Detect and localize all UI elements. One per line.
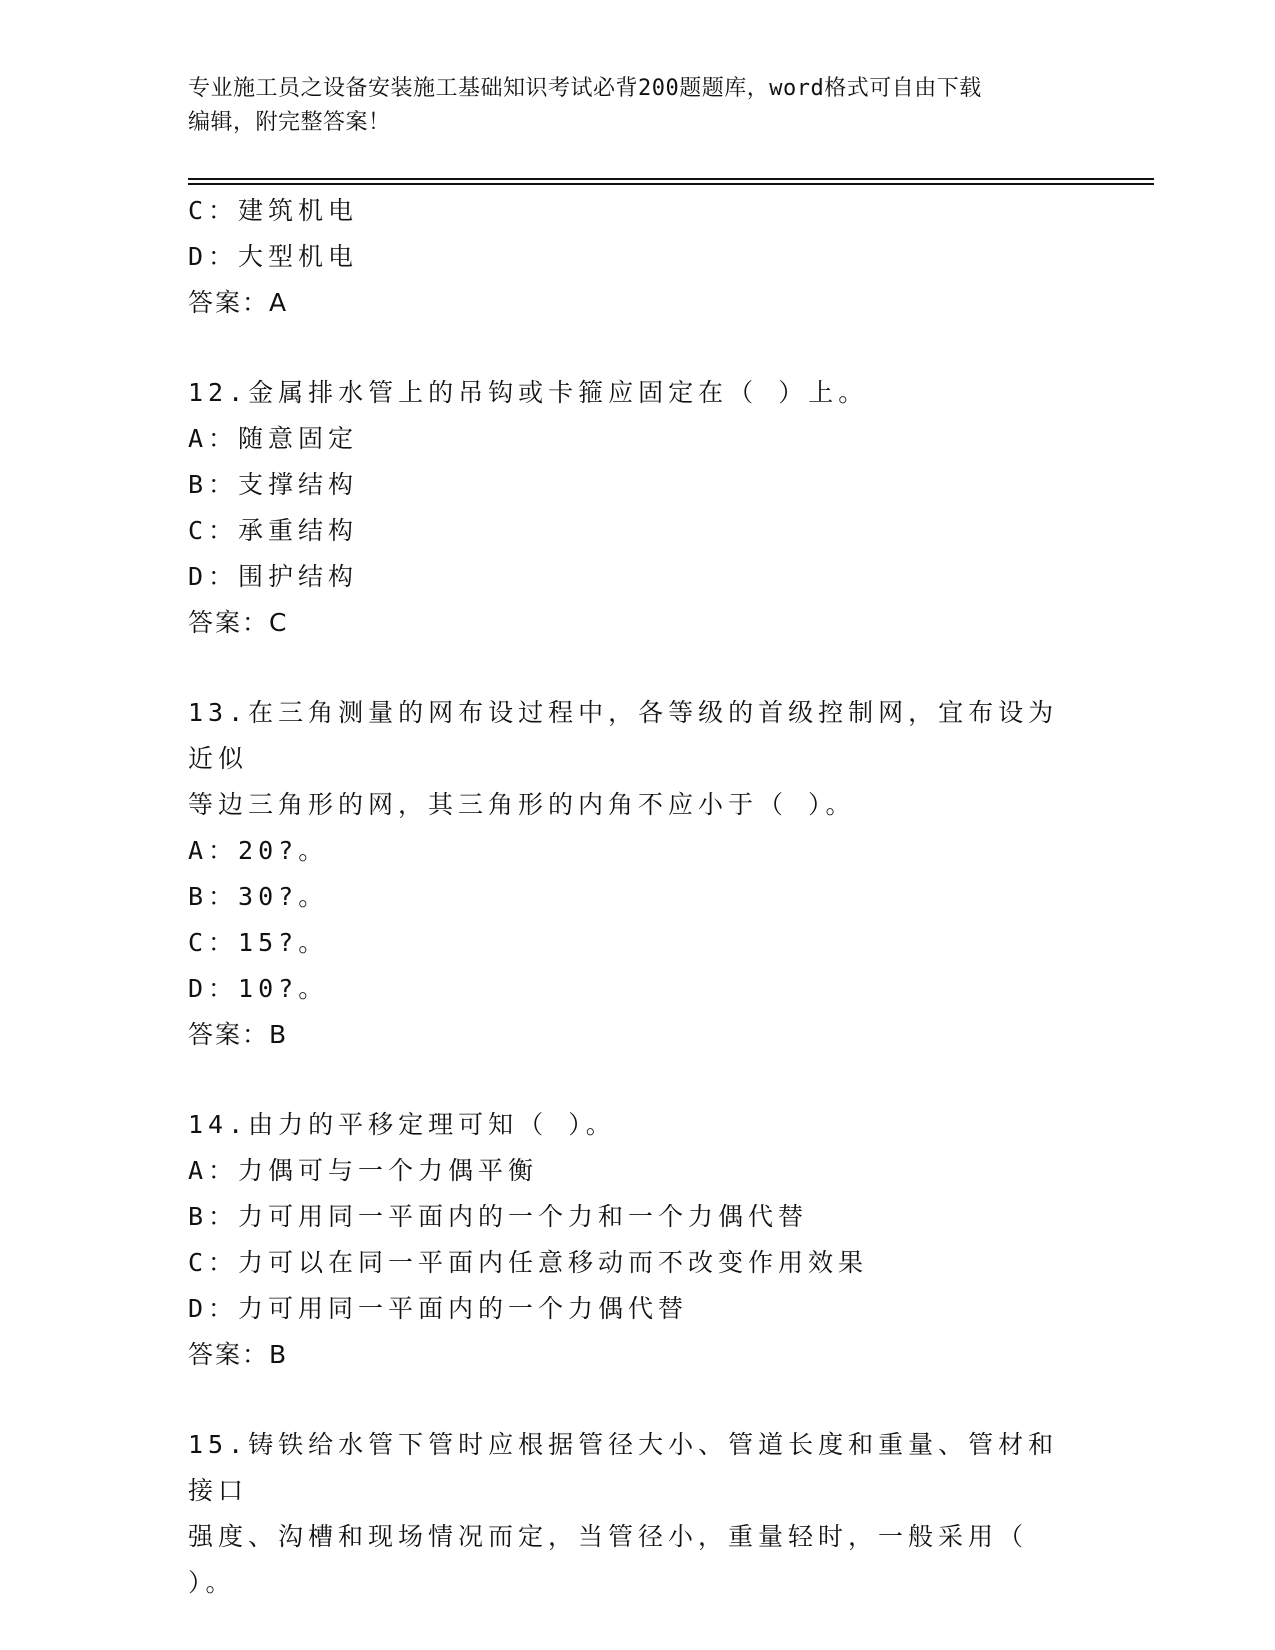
spacer bbox=[188, 1378, 1088, 1422]
option-a: A：20?。 bbox=[188, 836, 329, 865]
option-c: C：15?。 bbox=[188, 928, 329, 957]
question-14 bbox=[188, 1102, 1088, 1378]
question-stem: 14.由力的平移定理可知（ ）。 bbox=[188, 1110, 616, 1139]
document-header bbox=[188, 72, 1068, 140]
answer-line: 答案：A bbox=[188, 288, 289, 317]
option-a: A：力偶可与一个力偶平衡 bbox=[188, 1156, 539, 1185]
question-stem: 12.金属排水管上的吊钩或卡箍应固定在（ ）上。 bbox=[188, 378, 869, 407]
option-c: C：力可以在同一平面内任意移动而不改变作用效果 bbox=[188, 1248, 869, 1277]
header-rule-top bbox=[188, 178, 1154, 180]
answer-line: 答案：B bbox=[188, 1340, 289, 1369]
option-d: D：力可用同一平面内的一个力偶代替 bbox=[188, 1294, 689, 1323]
option-d: D：10?。 bbox=[188, 974, 329, 1003]
question-15 bbox=[188, 1422, 1088, 1606]
question-stem-line-1: 13.在三角测量的网布设过程中，各等级的首级控制网，宜布设为近似 bbox=[188, 698, 1059, 773]
option-b: B：支撑结构 bbox=[188, 470, 359, 499]
spacer bbox=[188, 646, 1088, 690]
document-body bbox=[188, 188, 1088, 1606]
question-13 bbox=[188, 690, 1088, 1058]
option-b: B：力可用同一平面内的一个力和一个力偶代替 bbox=[188, 1202, 809, 1231]
option-c: C：承重结构 bbox=[188, 516, 359, 545]
option-a: A：随意固定 bbox=[188, 424, 359, 453]
header-title-line-2: 编辑，附完整答案！ bbox=[188, 110, 391, 135]
question-stem-line-2: 等边三角形的网，其三角形的内角不应小于（ ）。 bbox=[188, 790, 856, 819]
question-12 bbox=[188, 370, 1088, 646]
option-d: D：大型机电 bbox=[188, 242, 359, 271]
spacer bbox=[188, 1058, 1088, 1102]
header-rule-bottom bbox=[188, 183, 1154, 185]
option-d: D：围护结构 bbox=[188, 562, 359, 591]
option-b: B：30?。 bbox=[188, 882, 329, 911]
question-stem-line-2: 强度、沟槽和现场情况而定，当管径小，重量轻时，一般采用（ ）。 bbox=[188, 1522, 1029, 1597]
question-stem-line-1: 15.铸铁给水管下管时应根据管径大小、管道长度和重量、管材和接口 bbox=[188, 1430, 1059, 1505]
spacer bbox=[188, 326, 1088, 370]
answer-line: 答案：B bbox=[188, 1020, 289, 1049]
header-title-line-1: 专业施工员之设备安装施工基础知识考试必背200题题库，word格式可自由下载 bbox=[188, 76, 982, 101]
question-11-continued bbox=[188, 188, 1088, 326]
option-c: C：建筑机电 bbox=[188, 196, 359, 225]
answer-line: 答案：C bbox=[188, 608, 289, 637]
